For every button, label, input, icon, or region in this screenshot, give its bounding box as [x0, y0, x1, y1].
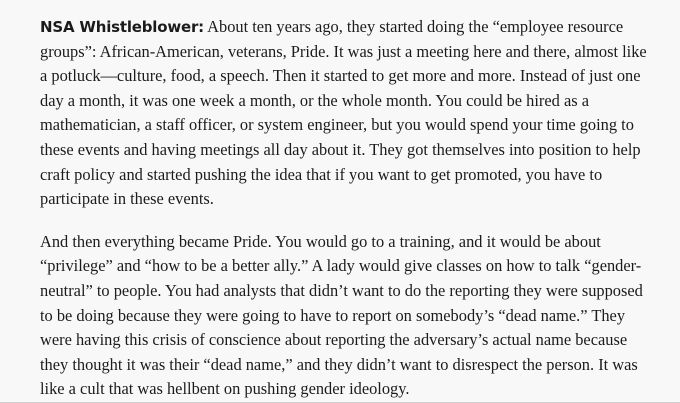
paragraph-1-text: About ten years ago, they started doing the “employee resource groups”: African-American, veterans, Pride. It was just a meeting here and there, almost like a potluck—culture, food, a speech. Then it started to get more and more. Instead of just one day a month, it was one week a month, or the whole month. You could be hired as a mathematician, a staff officer, or system engineer, but you would spend your time going to these events and having meetings all day about it. They got themselves into position to help craft policy and started pushing the idea that if you want to get promoted, you have to participate in these events. — [40, 17, 647, 209]
paragraph-2-text: And then everything became Pride. You would go to a training, and it would be about “privilege” and “how to be a better ally.” A lady would give classes on how to talk “gender-neutral” to people. You had analysts that didn’t want to do the reporting they were supposed to be doing because they were going to have to report on somebody’s “dead name.” They were having this crisis of conscience about reporting the adversary’s actual name because they thought it was their “dead name,” and they didn’t want to disrespect the person. It was like a cult that was hellbent on pushing gender ideology. — [40, 231, 643, 399]
speaker-label: NSA Whistleblower: — [40, 18, 204, 36]
paragraph-2 — [40, 230, 650, 402]
paragraph-1 — [40, 15, 650, 212]
